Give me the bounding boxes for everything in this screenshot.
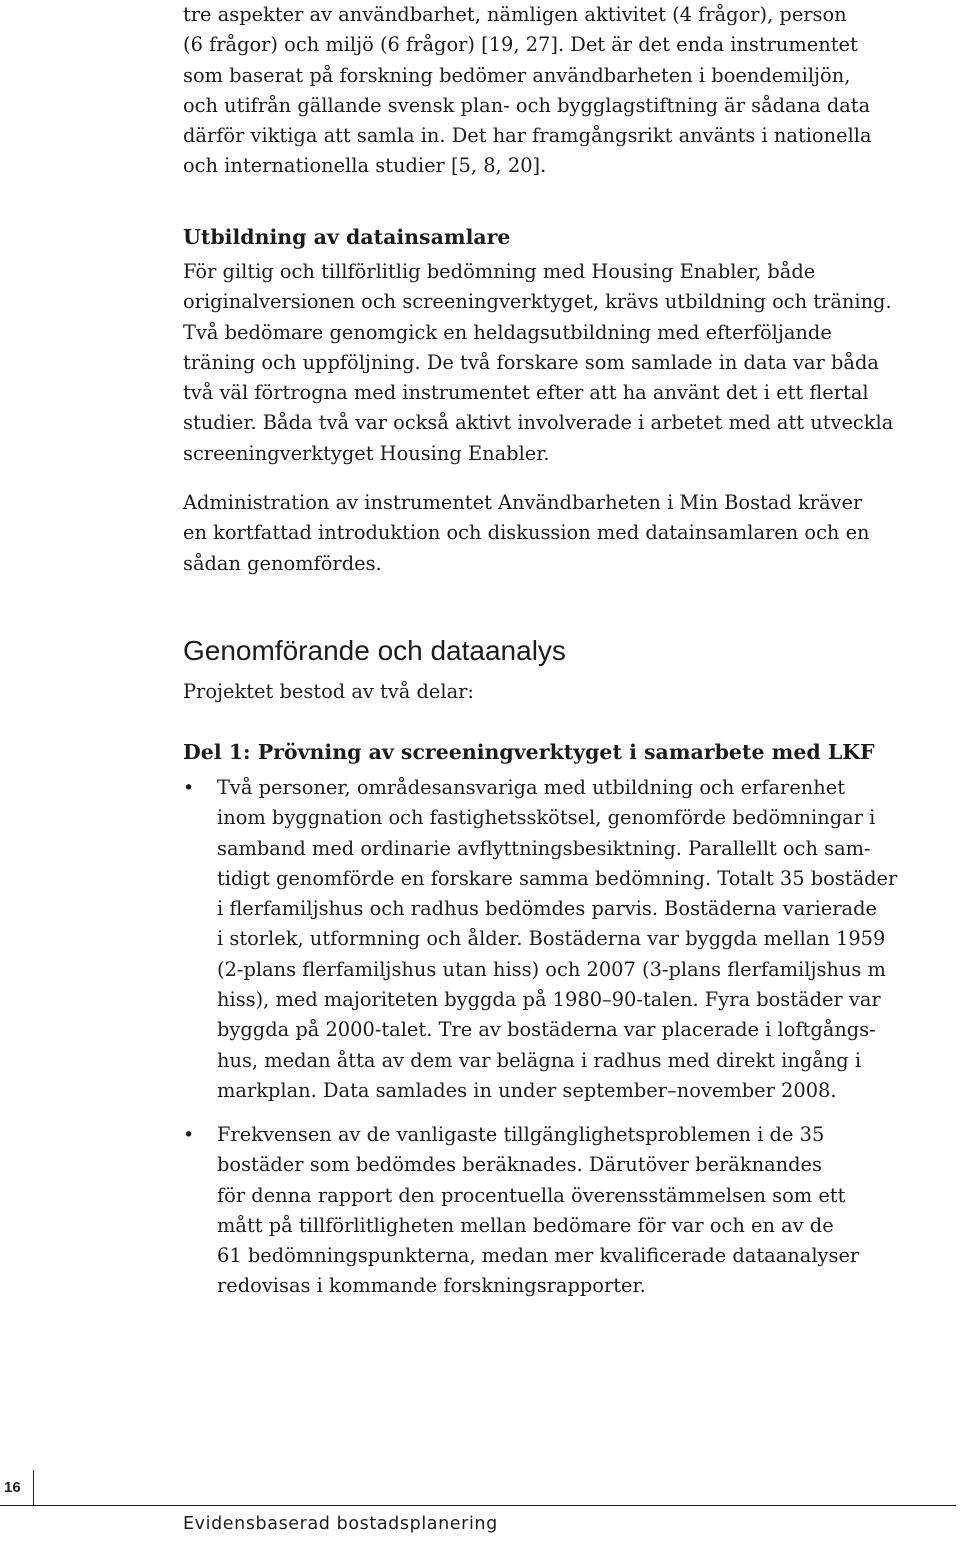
text-line: två väl förtrogna med instrumentet efter att ha använt det i ett flertal [183, 381, 869, 405]
page-number: 16 [4, 1479, 21, 1496]
text-line: träning och uppföljning. De två forskare som samlade in data var båda [183, 350, 879, 374]
text-line: redovisas i kommande forskningsrapporter. [217, 1274, 646, 1298]
text-line: (6 frågor) och miljö (6 frågor) [19, 27]. Det är det enda instrumentet [183, 33, 858, 57]
text-line: originalversionen och screeningverktyget, krävs utbildning och träning. [183, 290, 892, 314]
text-line: För giltig och tillförlitlig bedömning med Housing Enabler, både [183, 260, 816, 283]
text-line: tre aspekter av användbarhet, nämligen aktivitet (4 frågor), person [183, 3, 847, 26]
text-line: samband med ordinarie avflyttningsbesiktning. Parallellt och sam- [217, 836, 871, 860]
footer-divider [0, 1505, 956, 1506]
text-line: och internationella studier [5, 8, 20]. [183, 154, 547, 178]
text-line: för denna rapport den procentuella överensstämmelsen som ett [217, 1183, 846, 1207]
text-line: bostäder som bedömdes beräknades. Därutöver beräknandes [217, 1153, 822, 1177]
text-line: byggda på 2000-talet. Tre av bostäderna var placerade i loftgångs- [217, 1018, 876, 1042]
text-line: tidigt genomförde en forskare samma bedömning. Totalt 35 bostäder [217, 866, 898, 890]
text-line: i flerfamiljshus och radhus bedömdes parvis. Bostäderna varierade [217, 897, 877, 921]
training-paragraph-1 [183, 257, 960, 469]
analysis-intro: Projektet bestod av två delar: [183, 680, 474, 703]
text-line: mått på tillförlitligheten mellan bedömare för var och en av de [217, 1213, 834, 1237]
text-line: och utifrån gällande svensk plan- och bygglagstiftning är sådana data [183, 93, 871, 117]
training-heading: Utbildning av datainsamlare [183, 225, 511, 249]
text-line: därför viktiga att samla in. Det har framgångsrikt använts i nationella [183, 124, 872, 148]
text-line: Två bedömare genomgick en heldagsutbildning med efterföljande [183, 320, 832, 344]
text-line: (2-plans flerfamiljshus utan hiss) och 2007 (3-plans flerfamiljshus m [217, 957, 886, 981]
text-line: Administration av instrumentet Användbarheten i Min Bostad kräver [183, 491, 863, 514]
text-line: en kortfattad introduktion och diskussion med datainsamlaren och en [183, 521, 870, 545]
text-line: som baserat på forskning bedömer användbarheten i boendemiljön, [183, 63, 851, 87]
text-line: Frekvensen av de vanligaste tillgänglighetsproblemen i de 35 [217, 1123, 825, 1146]
text-line: markplan. Data samlades in under september–november 2008. [217, 1078, 837, 1102]
bullet-icon: • [183, 777, 195, 799]
publication-title: Evidensbaserad bostadsplanering [183, 1514, 498, 1534]
text-line: i storlek, utformning och ålder. Bostäderna var byggda mellan 1959 [217, 927, 886, 951]
text-line: inom byggnation och fastighetsskötsel, genomförde bedömningar i [217, 806, 876, 830]
training-paragraph-2 [183, 488, 960, 579]
text-line: hus, medan åtta av dem var belägna i radhus med direkt ingång i [217, 1048, 862, 1072]
intro-paragraph [183, 0, 960, 182]
bullet-text [217, 773, 897, 1106]
text-line: sådan genomfördes. [183, 551, 382, 575]
section-title: Genomförande och dataanalys [183, 635, 566, 666]
text-line: studier. Båda två var också aktivt involverade i arbetet med att utveckla [183, 411, 894, 435]
text-line: screeningverktyget Housing Enabler. [183, 441, 550, 465]
text-line: Två personer, områdesansvariga med utbildning och erfarenhet [217, 776, 846, 799]
text-line: 61 bedömningspunkterna, medan mer kvalificerade dataanalyser [217, 1244, 860, 1268]
bullet-text [217, 1120, 859, 1302]
bullet-icon: • [183, 1124, 195, 1146]
part-heading: Del 1: Prövning av screeningverktyget i samarbete med LKF [183, 740, 875, 764]
text-line: hiss), med majoriteten byggda på 1980–90-talen. Fyra bostäder var [217, 988, 881, 1012]
